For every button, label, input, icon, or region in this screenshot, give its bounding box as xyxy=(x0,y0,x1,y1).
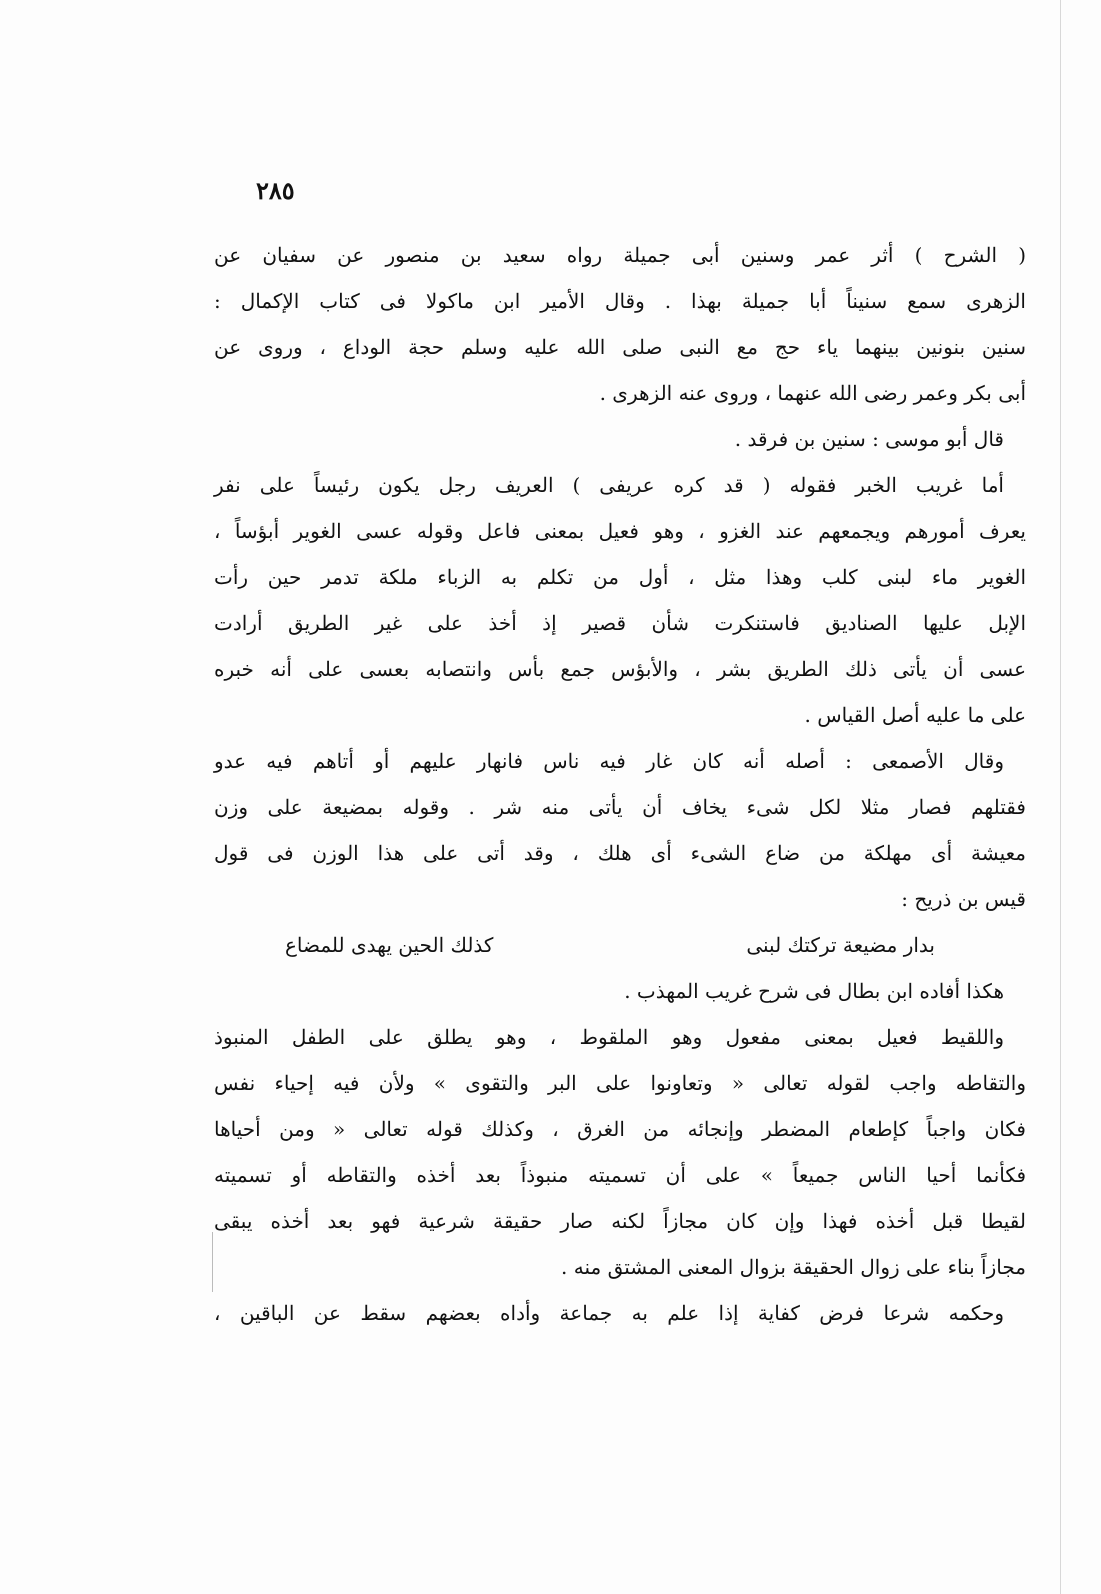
text-line: فكأنما أحيا الناس جميعاً » على أن تسميته منبوذاً بعد أخذه والتقاطه أو تسميته xyxy=(214,1163,1026,1187)
text-line: أما غريب الخبر فقوله ( قد كره عريفى ) العريف رجل يكون رئيساً على نفر xyxy=(214,473,1004,497)
text-line: على ما عليه أصل القياس . xyxy=(804,703,1026,727)
page-number: ٢٨٥ xyxy=(256,176,295,205)
text-line: سنين بنونين بينهما ياء حج مع النبى صلى الله عليه وسلم حجة الوداع ، وروى عن xyxy=(214,335,1026,359)
poetry-verse xyxy=(214,922,1026,968)
text-line: الزهرى سمع سنيناً أبا جميلة بهذا . وقال الأمير ابن ماكولا فى كتاب الإكمال : xyxy=(214,289,1026,313)
text-line: وحكمه شرعا فرض كفاية إذا علم به جماعة وأداه بعضهم سقط عن الباقين ، xyxy=(214,1301,1005,1325)
text-line: فقتلهم فصار مثلا لكل شىء يخاف أن يأتى منه شر . وقوله بمضيعة على وزن xyxy=(214,795,1026,819)
text-line: والتقاطه واجب لقوله تعالى « وتعاونوا على البر والتقوى » ولأن فيه إحياء نفس xyxy=(214,1071,1026,1095)
text-line: وقال الأصمعى : أصله أنه كان غار فيه ناس فانهار عليهم أو أتاهم فيه عدو xyxy=(214,749,1004,773)
text-line: ( الشرح ) أثر عمر وسنين أبى جميلة رواه سعيد بن منصور عن سفيان عن xyxy=(214,243,1026,267)
verse-second-hemistich: كذلك الحين يهدى للمضاع xyxy=(285,933,494,957)
page-edge-rule xyxy=(1060,0,1061,1594)
margin-mark xyxy=(212,1232,213,1292)
text-line: الإبل عليها الصناديق فاستنكرت شأن قصير إذ أخذ على غير الطريق أرادت xyxy=(214,611,1026,635)
text-line: معيشة أى مهلكة من ضاع الشىء أى هلك ، وقد أتى على هذا الوزن فى قول xyxy=(214,841,1026,865)
text-line: يعرف أمورهم ويجمعهم عند الغزو ، وهو فعيل بمعنى فاعل وقوله عسى الغوير أبؤساً ، xyxy=(214,519,1027,543)
text-line: واللقيط فعيل بمعنى مفعول وهو الملقوط ، وهو يطلق على الطفل المنبوذ xyxy=(214,1025,1004,1049)
text-line: لقيطا قبل أخذه فهذا وإن كان مجازاً لكنه صار حقيقة شرعية فهو بعد أخذه يبقى xyxy=(214,1209,1026,1233)
verse-first-hemistich: بدار مضيعة تركتك لبنى xyxy=(746,933,935,957)
text-line: هكذا أفاده ابن بطال فى شرح غريب المهذب . xyxy=(624,979,1004,1003)
body-text xyxy=(214,232,1026,1336)
text-line: قال أبو موسى : سنين بن فرقد . xyxy=(734,427,1004,451)
text-line: مجازاً بناء على زوال الحقيقة بزوال المعنى المشتق منه . xyxy=(561,1255,1026,1279)
text-line: قيس بن ذريح : xyxy=(901,887,1026,911)
text-line: أبى بكر وعمر رضى الله عنهما ، وروى عنه الزهرى . xyxy=(599,381,1026,405)
text-line: الغوير ماء لبنى كلب وهذا مثل ، أول من تكلم به الزباء ملكة تدمر حين رأت xyxy=(214,565,1027,589)
text-line: فكان واجباً كإطعام المضطر وإنجائه من الغرق ، وكذلك قوله تعالى « ومن أحياها xyxy=(214,1117,1026,1141)
text-line: عسى أن يأتى ذلك الطريق بشر ، والأبؤس جمع بأس وانتصابه بعسى على أنه خبره xyxy=(214,657,1026,681)
